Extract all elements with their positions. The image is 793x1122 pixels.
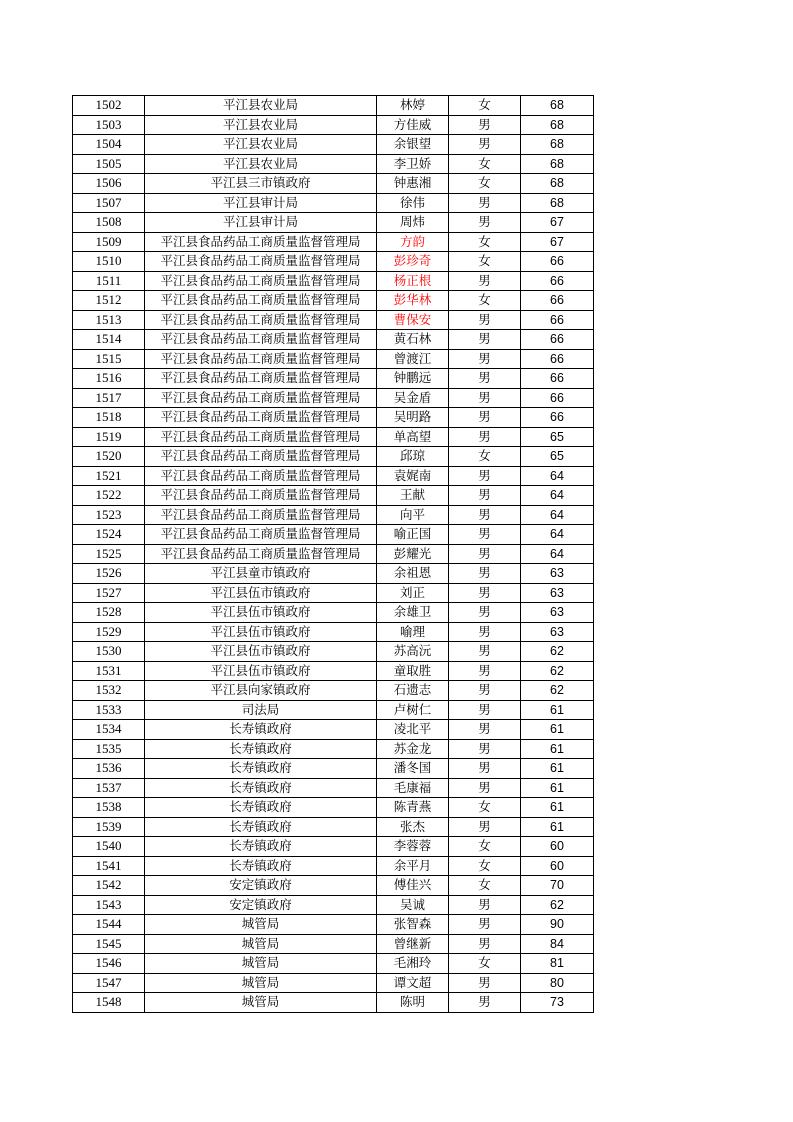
id-cell: 1530 bbox=[73, 642, 145, 662]
score-cell: 66 bbox=[521, 349, 594, 369]
score-cell: 66 bbox=[521, 408, 594, 428]
score-cell: 66 bbox=[521, 271, 594, 291]
gender-cell: 男 bbox=[449, 739, 521, 759]
table-row bbox=[73, 232, 594, 252]
score-cell: 65 bbox=[521, 447, 594, 467]
score-cell: 81 bbox=[521, 954, 594, 974]
name-cell: 喻正国 bbox=[377, 525, 449, 545]
unit-cell: 平江县伍市镇政府 bbox=[145, 583, 377, 603]
unit-cell: 平江县食品药品工商质量监督管理局 bbox=[145, 408, 377, 428]
score-cell: 80 bbox=[521, 973, 594, 993]
name-cell: 黄石林 bbox=[377, 330, 449, 350]
gender-cell: 男 bbox=[449, 681, 521, 701]
name-cell: 卢树仁 bbox=[377, 700, 449, 720]
unit-cell: 平江县审计局 bbox=[145, 193, 377, 213]
gender-cell: 男 bbox=[449, 544, 521, 564]
gender-cell: 男 bbox=[449, 622, 521, 642]
id-cell: 1547 bbox=[73, 973, 145, 993]
score-cell: 61 bbox=[521, 778, 594, 798]
score-cell: 66 bbox=[521, 330, 594, 350]
gender-cell: 男 bbox=[449, 700, 521, 720]
table-row bbox=[73, 895, 594, 915]
score-cell: 66 bbox=[521, 310, 594, 330]
id-cell: 1508 bbox=[73, 213, 145, 233]
score-cell: 73 bbox=[521, 993, 594, 1013]
name-cell: 袁娓南 bbox=[377, 466, 449, 486]
unit-cell: 平江县食品药品工商质量监督管理局 bbox=[145, 369, 377, 389]
unit-cell: 平江县食品药品工商质量监督管理局 bbox=[145, 271, 377, 291]
gender-cell: 男 bbox=[449, 466, 521, 486]
table-row bbox=[73, 837, 594, 857]
gender-cell: 男 bbox=[449, 193, 521, 213]
gender-cell: 男 bbox=[449, 603, 521, 623]
unit-cell: 平江县农业局 bbox=[145, 135, 377, 155]
id-cell: 1542 bbox=[73, 876, 145, 896]
name-cell: 陈明 bbox=[377, 993, 449, 1013]
gender-cell: 男 bbox=[449, 778, 521, 798]
score-cell: 68 bbox=[521, 115, 594, 135]
name-cell: 毛湘玲 bbox=[377, 954, 449, 974]
unit-cell: 城管局 bbox=[145, 934, 377, 954]
name-cell: 吴金盾 bbox=[377, 388, 449, 408]
id-cell: 1512 bbox=[73, 291, 145, 311]
unit-cell: 平江县食品药品工商质量监督管理局 bbox=[145, 252, 377, 272]
table-row bbox=[73, 447, 594, 467]
name-cell: 徐伟 bbox=[377, 193, 449, 213]
name-cell: 毛康福 bbox=[377, 778, 449, 798]
name-cell: 张智森 bbox=[377, 915, 449, 935]
gender-cell: 女 bbox=[449, 291, 521, 311]
id-cell: 1505 bbox=[73, 154, 145, 174]
table-row bbox=[73, 213, 594, 233]
table-row bbox=[73, 778, 594, 798]
table-row bbox=[73, 856, 594, 876]
table-row bbox=[73, 583, 594, 603]
gender-cell: 男 bbox=[449, 973, 521, 993]
gender-cell: 男 bbox=[449, 759, 521, 779]
unit-cell: 平江县食品药品工商质量监督管理局 bbox=[145, 447, 377, 467]
score-cell: 70 bbox=[521, 876, 594, 896]
score-cell: 68 bbox=[521, 174, 594, 194]
gender-cell: 男 bbox=[449, 642, 521, 662]
name-cell: 余平月 bbox=[377, 856, 449, 876]
table-row bbox=[73, 369, 594, 389]
name-cell: 王献 bbox=[377, 486, 449, 506]
id-cell: 1515 bbox=[73, 349, 145, 369]
id-cell: 1513 bbox=[73, 310, 145, 330]
unit-cell: 平江县食品药品工商质量监督管理局 bbox=[145, 349, 377, 369]
name-cell: 傅佳兴 bbox=[377, 876, 449, 896]
id-cell: 1506 bbox=[73, 174, 145, 194]
score-cell: 64 bbox=[521, 466, 594, 486]
name-cell: 曹保安 bbox=[377, 310, 449, 330]
id-cell: 1527 bbox=[73, 583, 145, 603]
unit-cell: 平江县审计局 bbox=[145, 213, 377, 233]
gender-cell: 女 bbox=[449, 232, 521, 252]
roster-body bbox=[73, 96, 594, 1013]
gender-cell: 女 bbox=[449, 798, 521, 818]
unit-cell: 长寿镇政府 bbox=[145, 817, 377, 837]
score-cell: 64 bbox=[521, 486, 594, 506]
score-cell: 68 bbox=[521, 154, 594, 174]
name-cell: 彭珍奇 bbox=[377, 252, 449, 272]
unit-cell: 平江县伍市镇政府 bbox=[145, 661, 377, 681]
table-row bbox=[73, 739, 594, 759]
score-cell: 90 bbox=[521, 915, 594, 935]
table-row bbox=[73, 388, 594, 408]
name-cell: 周炜 bbox=[377, 213, 449, 233]
gender-cell: 女 bbox=[449, 837, 521, 857]
unit-cell: 平江县食品药品工商质量监督管理局 bbox=[145, 427, 377, 447]
table-row bbox=[73, 135, 594, 155]
id-cell: 1529 bbox=[73, 622, 145, 642]
name-cell: 喻理 bbox=[377, 622, 449, 642]
table-row bbox=[73, 544, 594, 564]
gender-cell: 男 bbox=[449, 720, 521, 740]
score-cell: 66 bbox=[521, 388, 594, 408]
unit-cell: 城管局 bbox=[145, 973, 377, 993]
name-cell: 童取胜 bbox=[377, 661, 449, 681]
table-row bbox=[73, 720, 594, 740]
id-cell: 1524 bbox=[73, 525, 145, 545]
table-row bbox=[73, 252, 594, 272]
id-cell: 1540 bbox=[73, 837, 145, 857]
unit-cell: 平江县食品药品工商质量监督管理局 bbox=[145, 525, 377, 545]
name-cell: 苏金龙 bbox=[377, 739, 449, 759]
name-cell: 陈青燕 bbox=[377, 798, 449, 818]
id-cell: 1539 bbox=[73, 817, 145, 837]
unit-cell: 安定镇政府 bbox=[145, 895, 377, 915]
id-cell: 1545 bbox=[73, 934, 145, 954]
name-cell: 张杰 bbox=[377, 817, 449, 837]
table-row bbox=[73, 291, 594, 311]
score-cell: 84 bbox=[521, 934, 594, 954]
name-cell: 吴诚 bbox=[377, 895, 449, 915]
id-cell: 1516 bbox=[73, 369, 145, 389]
score-cell: 62 bbox=[521, 681, 594, 701]
unit-cell: 平江县食品药品工商质量监督管理局 bbox=[145, 505, 377, 525]
unit-cell: 平江县食品药品工商质量监督管理局 bbox=[145, 310, 377, 330]
gender-cell: 男 bbox=[449, 369, 521, 389]
name-cell: 曾渡江 bbox=[377, 349, 449, 369]
gender-cell: 男 bbox=[449, 330, 521, 350]
unit-cell: 平江县食品药品工商质量监督管理局 bbox=[145, 330, 377, 350]
table-row bbox=[73, 759, 594, 779]
unit-cell: 平江县食品药品工商质量监督管理局 bbox=[145, 232, 377, 252]
unit-cell: 司法局 bbox=[145, 700, 377, 720]
table-row bbox=[73, 271, 594, 291]
score-cell: 61 bbox=[521, 720, 594, 740]
table-row bbox=[73, 681, 594, 701]
name-cell: 邱琼 bbox=[377, 447, 449, 467]
unit-cell: 平江县三市镇政府 bbox=[145, 174, 377, 194]
unit-cell: 平江县食品药品工商质量监督管理局 bbox=[145, 291, 377, 311]
id-cell: 1522 bbox=[73, 486, 145, 506]
table-row bbox=[73, 817, 594, 837]
score-cell: 61 bbox=[521, 739, 594, 759]
id-cell: 1503 bbox=[73, 115, 145, 135]
id-cell: 1521 bbox=[73, 466, 145, 486]
unit-cell: 长寿镇政府 bbox=[145, 837, 377, 857]
table-row bbox=[73, 973, 594, 993]
table-row bbox=[73, 564, 594, 584]
unit-cell: 平江县食品药品工商质量监督管理局 bbox=[145, 388, 377, 408]
gender-cell: 女 bbox=[449, 154, 521, 174]
score-cell: 62 bbox=[521, 895, 594, 915]
score-cell: 63 bbox=[521, 603, 594, 623]
id-cell: 1535 bbox=[73, 739, 145, 759]
unit-cell: 平江县农业局 bbox=[145, 96, 377, 116]
table-row bbox=[73, 993, 594, 1013]
name-cell: 凌北平 bbox=[377, 720, 449, 740]
name-cell: 方韵 bbox=[377, 232, 449, 252]
id-cell: 1510 bbox=[73, 252, 145, 272]
id-cell: 1541 bbox=[73, 856, 145, 876]
gender-cell: 男 bbox=[449, 934, 521, 954]
name-cell: 余银望 bbox=[377, 135, 449, 155]
table-row bbox=[73, 934, 594, 954]
score-cell: 64 bbox=[521, 525, 594, 545]
table-row bbox=[73, 622, 594, 642]
score-cell: 66 bbox=[521, 252, 594, 272]
id-cell: 1504 bbox=[73, 135, 145, 155]
id-cell: 1531 bbox=[73, 661, 145, 681]
table-row bbox=[73, 954, 594, 974]
score-cell: 61 bbox=[521, 817, 594, 837]
gender-cell: 男 bbox=[449, 213, 521, 233]
gender-cell: 男 bbox=[449, 310, 521, 330]
id-cell: 1532 bbox=[73, 681, 145, 701]
gender-cell: 女 bbox=[449, 954, 521, 974]
score-cell: 65 bbox=[521, 427, 594, 447]
id-cell: 1536 bbox=[73, 759, 145, 779]
id-cell: 1528 bbox=[73, 603, 145, 623]
gender-cell: 男 bbox=[449, 525, 521, 545]
name-cell: 彭耀光 bbox=[377, 544, 449, 564]
id-cell: 1533 bbox=[73, 700, 145, 720]
unit-cell: 安定镇政府 bbox=[145, 876, 377, 896]
unit-cell: 城管局 bbox=[145, 954, 377, 974]
score-cell: 67 bbox=[521, 232, 594, 252]
gender-cell: 男 bbox=[449, 583, 521, 603]
table-row bbox=[73, 466, 594, 486]
score-cell: 68 bbox=[521, 193, 594, 213]
table-row bbox=[73, 115, 594, 135]
unit-cell: 平江县伍市镇政府 bbox=[145, 642, 377, 662]
gender-cell: 女 bbox=[449, 447, 521, 467]
gender-cell: 男 bbox=[449, 564, 521, 584]
gender-cell: 女 bbox=[449, 174, 521, 194]
unit-cell: 平江县食品药品工商质量监督管理局 bbox=[145, 544, 377, 564]
score-cell: 60 bbox=[521, 856, 594, 876]
id-cell: 1534 bbox=[73, 720, 145, 740]
name-cell: 杨正根 bbox=[377, 271, 449, 291]
table-row bbox=[73, 174, 594, 194]
name-cell: 刘正 bbox=[377, 583, 449, 603]
score-cell: 62 bbox=[521, 642, 594, 662]
name-cell: 石遗志 bbox=[377, 681, 449, 701]
score-cell: 68 bbox=[521, 135, 594, 155]
name-cell: 余雄卫 bbox=[377, 603, 449, 623]
gender-cell: 男 bbox=[449, 115, 521, 135]
score-cell: 61 bbox=[521, 798, 594, 818]
id-cell: 1519 bbox=[73, 427, 145, 447]
name-cell: 李卫娇 bbox=[377, 154, 449, 174]
table-row bbox=[73, 96, 594, 116]
unit-cell: 长寿镇政府 bbox=[145, 856, 377, 876]
table-row bbox=[73, 330, 594, 350]
gender-cell: 男 bbox=[449, 993, 521, 1013]
score-cell: 61 bbox=[521, 759, 594, 779]
table-row bbox=[73, 427, 594, 447]
name-cell: 曾继新 bbox=[377, 934, 449, 954]
id-cell: 1511 bbox=[73, 271, 145, 291]
score-cell: 64 bbox=[521, 505, 594, 525]
roster-table bbox=[72, 95, 594, 1013]
unit-cell: 平江县伍市镇政府 bbox=[145, 622, 377, 642]
unit-cell: 平江县食品药品工商质量监督管理局 bbox=[145, 466, 377, 486]
gender-cell: 女 bbox=[449, 856, 521, 876]
id-cell: 1543 bbox=[73, 895, 145, 915]
gender-cell: 男 bbox=[449, 505, 521, 525]
id-cell: 1544 bbox=[73, 915, 145, 935]
unit-cell: 平江县童市镇政府 bbox=[145, 564, 377, 584]
gender-cell: 男 bbox=[449, 486, 521, 506]
table-row bbox=[73, 661, 594, 681]
table-row bbox=[73, 700, 594, 720]
gender-cell: 男 bbox=[449, 135, 521, 155]
name-cell: 单高望 bbox=[377, 427, 449, 447]
gender-cell: 女 bbox=[449, 876, 521, 896]
name-cell: 林婷 bbox=[377, 96, 449, 116]
score-cell: 67 bbox=[521, 213, 594, 233]
name-cell: 苏高沅 bbox=[377, 642, 449, 662]
table-row bbox=[73, 310, 594, 330]
score-cell: 61 bbox=[521, 700, 594, 720]
score-cell: 62 bbox=[521, 661, 594, 681]
score-cell: 60 bbox=[521, 837, 594, 857]
id-cell: 1525 bbox=[73, 544, 145, 564]
name-cell: 谭文超 bbox=[377, 973, 449, 993]
name-cell: 钟鹏远 bbox=[377, 369, 449, 389]
gender-cell: 男 bbox=[449, 661, 521, 681]
id-cell: 1523 bbox=[73, 505, 145, 525]
score-cell: 63 bbox=[521, 622, 594, 642]
table-row bbox=[73, 915, 594, 935]
id-cell: 1526 bbox=[73, 564, 145, 584]
name-cell: 余祖恩 bbox=[377, 564, 449, 584]
score-cell: 63 bbox=[521, 583, 594, 603]
unit-cell: 平江县食品药品工商质量监督管理局 bbox=[145, 486, 377, 506]
id-cell: 1548 bbox=[73, 993, 145, 1013]
name-cell: 彭华林 bbox=[377, 291, 449, 311]
unit-cell: 平江县伍市镇政府 bbox=[145, 603, 377, 623]
id-cell: 1502 bbox=[73, 96, 145, 116]
unit-cell: 城管局 bbox=[145, 993, 377, 1013]
table-row bbox=[73, 876, 594, 896]
gender-cell: 女 bbox=[449, 96, 521, 116]
table-row bbox=[73, 642, 594, 662]
table-row bbox=[73, 193, 594, 213]
name-cell: 潘冬国 bbox=[377, 759, 449, 779]
gender-cell: 男 bbox=[449, 271, 521, 291]
gender-cell: 男 bbox=[449, 408, 521, 428]
unit-cell: 长寿镇政府 bbox=[145, 759, 377, 779]
id-cell: 1518 bbox=[73, 408, 145, 428]
id-cell: 1546 bbox=[73, 954, 145, 974]
id-cell: 1520 bbox=[73, 447, 145, 467]
table-row bbox=[73, 154, 594, 174]
table-row bbox=[73, 408, 594, 428]
name-cell: 吴明路 bbox=[377, 408, 449, 428]
table-row bbox=[73, 798, 594, 818]
name-cell: 李蓉蓉 bbox=[377, 837, 449, 857]
id-cell: 1509 bbox=[73, 232, 145, 252]
unit-cell: 长寿镇政府 bbox=[145, 739, 377, 759]
table-row bbox=[73, 505, 594, 525]
gender-cell: 男 bbox=[449, 349, 521, 369]
unit-cell: 长寿镇政府 bbox=[145, 778, 377, 798]
unit-cell: 长寿镇政府 bbox=[145, 798, 377, 818]
name-cell: 方佳威 bbox=[377, 115, 449, 135]
score-cell: 66 bbox=[521, 369, 594, 389]
id-cell: 1537 bbox=[73, 778, 145, 798]
score-cell: 68 bbox=[521, 96, 594, 116]
unit-cell: 平江县农业局 bbox=[145, 115, 377, 135]
id-cell: 1507 bbox=[73, 193, 145, 213]
score-cell: 66 bbox=[521, 291, 594, 311]
name-cell: 向平 bbox=[377, 505, 449, 525]
name-cell: 钟惠湘 bbox=[377, 174, 449, 194]
gender-cell: 男 bbox=[449, 388, 521, 408]
table-row bbox=[73, 349, 594, 369]
table-row bbox=[73, 486, 594, 506]
unit-cell: 平江县农业局 bbox=[145, 154, 377, 174]
id-cell: 1514 bbox=[73, 330, 145, 350]
score-cell: 64 bbox=[521, 544, 594, 564]
gender-cell: 女 bbox=[449, 252, 521, 272]
unit-cell: 城管局 bbox=[145, 915, 377, 935]
score-cell: 63 bbox=[521, 564, 594, 584]
gender-cell: 男 bbox=[449, 817, 521, 837]
id-cell: 1538 bbox=[73, 798, 145, 818]
gender-cell: 男 bbox=[449, 427, 521, 447]
table-row bbox=[73, 525, 594, 545]
gender-cell: 男 bbox=[449, 895, 521, 915]
unit-cell: 平江县向家镇政府 bbox=[145, 681, 377, 701]
unit-cell: 长寿镇政府 bbox=[145, 720, 377, 740]
table-row bbox=[73, 603, 594, 623]
gender-cell: 男 bbox=[449, 915, 521, 935]
id-cell: 1517 bbox=[73, 388, 145, 408]
